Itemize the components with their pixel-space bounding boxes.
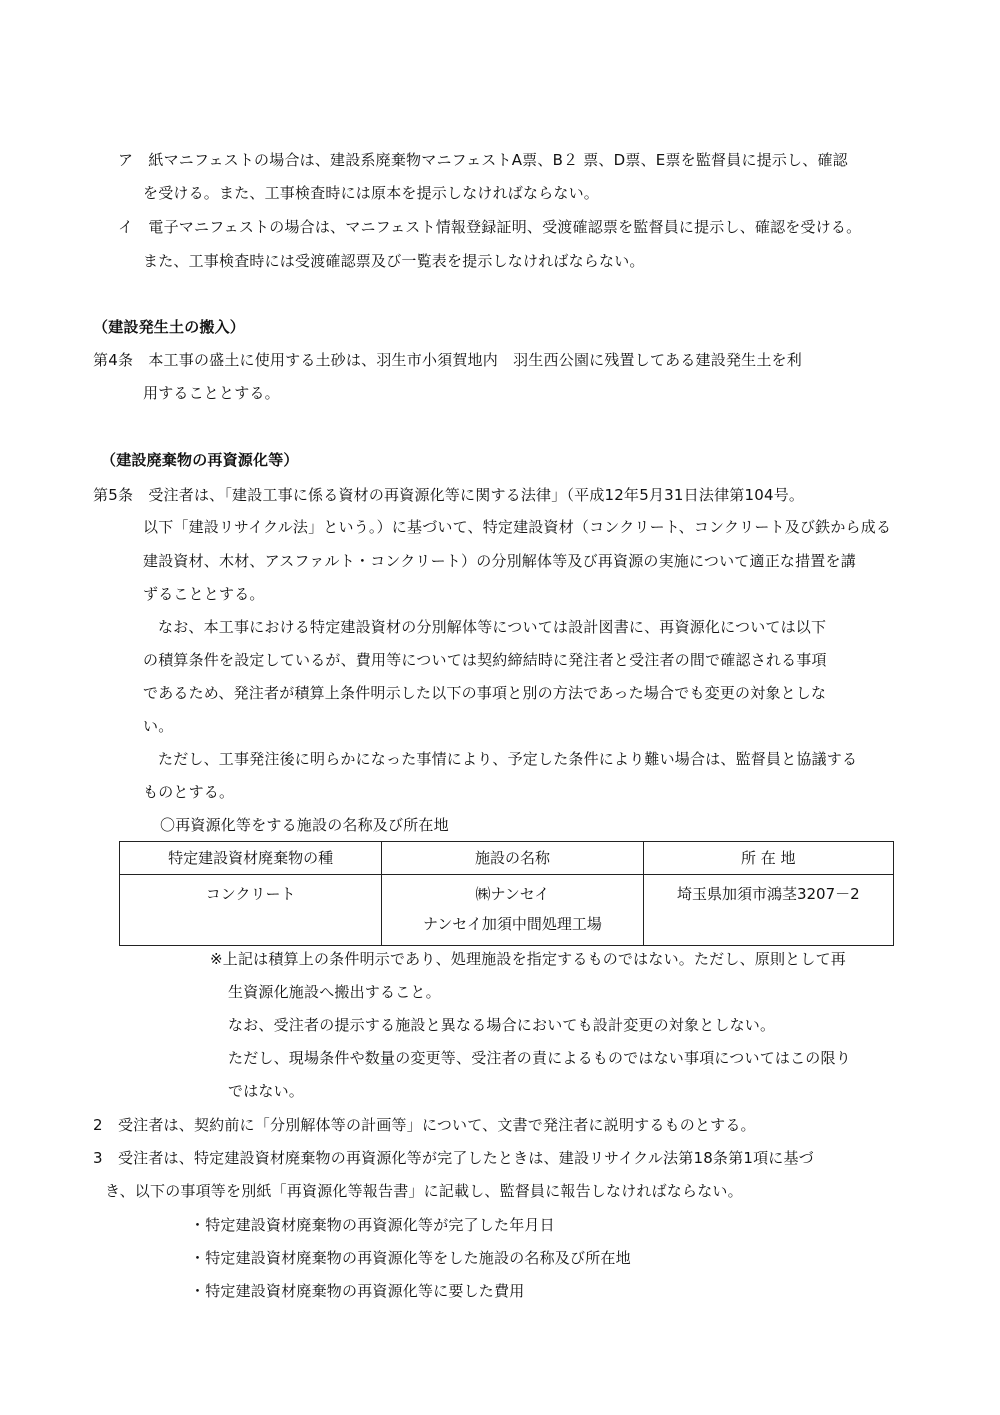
- facility-table-title: 〇再資源化等をする施設の名称及び所在地: [160, 816, 449, 834]
- article5-line2: 以下「建設リサイクル法」という。）に基づいて、特定建設資材（コンクリート、コンクリート及び鉄から成る: [143, 518, 892, 536]
- article5-para2-line3: であるため、発注者が積算上条件明示した以下の事項と別の方法であった場合でも変更の対象としな: [143, 684, 827, 702]
- cell-facility-name: [382, 875, 643, 946]
- note-line4: ただし、現場条件や数量の変更等、受注者の責によるものではない事項についてはこの限り: [228, 1049, 851, 1067]
- article4-line1: 第4条 本工事の盛土に使用する土砂は、羽生市小須賀地内 羽生西公園に残置してある建設発生土を利: [93, 351, 802, 369]
- manifest-item-a-line2: を受ける。また、工事検査時には原本を提示しなければならない。: [143, 184, 600, 202]
- article5-heading: （建設廃棄物の再資源化等）: [101, 451, 299, 469]
- note-line2: 生資源化施設へ搬出すること。: [228, 983, 441, 1001]
- header-facility-name: 施設の名称: [382, 842, 643, 875]
- article5-para3-line1: ただし、工事発注後に明らかになった事情により、予定した条件により難い場合は、監督員と協議する: [158, 750, 858, 768]
- note-line1: ※上記は積算上の条件明示であり、処理施設を指定するものではない。ただし、原則として再: [210, 950, 846, 968]
- article5-para2-line4: い。: [143, 717, 174, 735]
- manifest-item-b-line1: イ 電子マニフェストの場合は、マニフェスト情報登録証明、受渡確認票を監督員に提示し、確認を受ける。: [118, 218, 862, 236]
- location-value: 埼玉県加須市鴻茎3207－2: [676, 885, 860, 903]
- article4-line2: 用することとする。: [143, 384, 280, 402]
- header-waste-type: 特定建設資材廃棄物の種: [120, 842, 382, 875]
- facility-plant: ナンセイ加須中間処理工場: [423, 915, 602, 933]
- article4-heading: （建設発生土の搬入）: [93, 318, 246, 336]
- clause2: 2 受注者は、契約前に「分別解体等の計画等」について、文書で発注者に説明するものとする。: [93, 1116, 756, 1134]
- table-header-row: [120, 842, 894, 875]
- facility-company: ㈱ナンセイ: [475, 885, 550, 903]
- manifest-item-a-line1: ア 紙マニフェストの場合は、建設系廃棄物マニフェストA票、B２ 票、D票、E票を監督員に提示し、確認: [118, 151, 848, 169]
- note-line5: ではない。: [228, 1082, 305, 1100]
- header-location: 所 在 地: [643, 842, 893, 875]
- article5-line4: ずることとする。: [143, 585, 265, 603]
- article5-para3-line2: ものとする。: [143, 783, 235, 801]
- clause3-line1: 3 受注者は、特定建設資材廃棄物の再資源化等が完了したときは、建設リサイクル法第18条第1項に基づ: [93, 1149, 814, 1167]
- report-item-2: ・特定建設資材廃棄物の再資源化等をした施設の名称及び所在地: [190, 1249, 631, 1267]
- manifest-item-b-line2: また、工事検査時には受渡確認票及び一覧表を提示しなければならない。: [143, 252, 645, 270]
- report-item-3: ・特定建設資材廃棄物の再資源化等に要した費用: [190, 1282, 525, 1300]
- note-line3: なお、受注者の提示する施設と異なる場合においても設計変更の対象としない。: [228, 1016, 776, 1034]
- facility-table: [119, 841, 894, 946]
- article5-para2-line2: の積算条件を設定しているが、費用等については契約締結時に発注者と受注者の間で確認される事項: [143, 651, 827, 669]
- article5-para2-line1: なお、本工事における特定建設資材の分別解体等については設計図書に、再資源化については以下: [158, 618, 827, 636]
- clause3-line2: き、以下の事項等を別紙「再資源化等報告書」に記載し、監督員に報告しなければならない。: [105, 1182, 743, 1200]
- cell-location: [643, 875, 893, 946]
- table-row: [120, 875, 894, 946]
- article5-line3: 建設資材、木材、アスファルト・コンクリート）の分別解体等及び再資源の実施について適正な措置を講: [143, 552, 856, 570]
- cell-waste-type: [120, 875, 382, 946]
- waste-type-value: コンクリート: [205, 885, 296, 903]
- report-item-1: ・特定建設資材廃棄物の再資源化等が完了した年月日: [190, 1216, 555, 1234]
- article5-line1: 第5条 受注者は、「建設工事に係る資材の再資源化等に関する法律」（平成12年5月31日法律第104号。: [93, 486, 805, 504]
